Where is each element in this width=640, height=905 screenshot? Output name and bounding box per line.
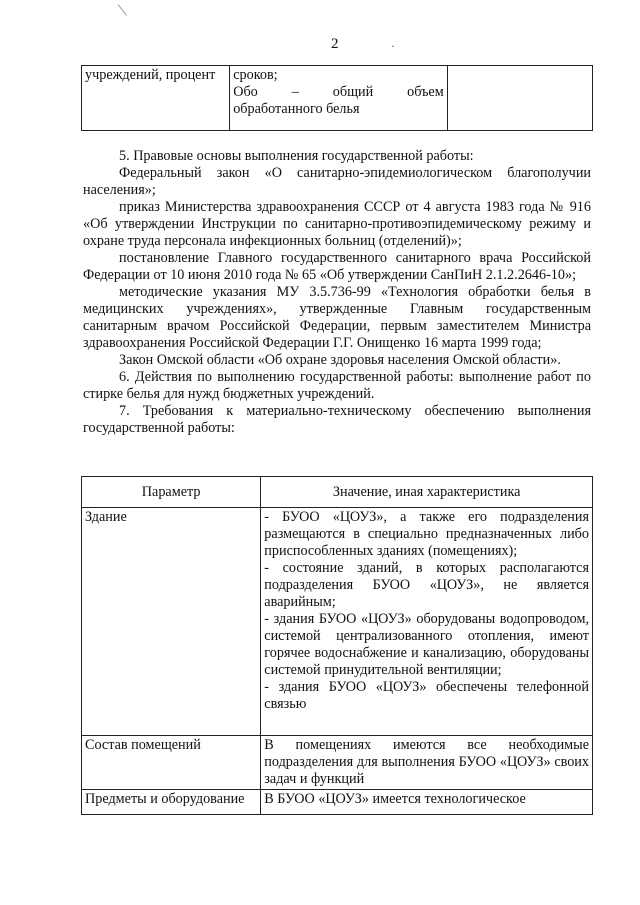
value-cell: В БУОО «ЦОУЗ» имеется технологическое [261, 790, 593, 815]
table-row [82, 736, 593, 790]
list-item: - здания БУОО «ЦОУЗ» оборудованы водопроводом, системой централизованного отопления, имеют горячее водоснабжение и канализацию, оборудованы системой принудительной вентиляции; [264, 611, 589, 678]
paragraph: 6. Действия по выполнению государственной работы: выполнение работ по стирке белья для нужд бюджетных учреждений. [83, 369, 591, 402]
column-header: Параметр [82, 477, 261, 508]
list-item: - БУОО «ЦОУЗ», а также его подразделения размещаются в специально предназначенных либо приспособленных зданиях (помещениях); [264, 509, 589, 559]
param-cell: Предметы и оборудование [82, 790, 261, 815]
paragraph: приказ Министерства здравоохранения СССР от 4 августа 1983 года № 916 «Об утверждении Инструкции по санитарно-противоэпидемическому режиму и охране труда персонала инфекционных больниц (отделений)»; [83, 199, 591, 249]
paragraph: постановление Главного государственного санитарного врача Российской Федерации от 10 июня 2010 года № 65 «Об утверждении СанПиН 2.1.2.2646-10»; [83, 250, 591, 283]
list-item: - состояние зданий, в которых располагаются подразделения БУОО «ЦОУЗ», не является аварийным; [264, 560, 589, 610]
table-cell [447, 66, 592, 131]
param-cell: Состав помещений [82, 736, 261, 790]
paragraph: 5. Правовые основы выполнения государственной работы: [119, 148, 474, 164]
list-item: - здания БУОО «ЦОУЗ» обеспечены телефонной связью [264, 679, 589, 712]
paragraph: 7. Требования к материально-техническому обеспечению выполнения государственной работы: [83, 403, 591, 436]
column-header: Значение, иная характеристика [261, 477, 593, 508]
document-body [83, 148, 591, 437]
requirements-table [81, 476, 593, 815]
table-row [82, 66, 593, 131]
value-cell [261, 508, 593, 736]
value-cell: В помещениях имеются все необходимые подразделения для выполнения БУОО «ЦОУЗ» своих задач и функций [261, 736, 593, 790]
page-number: 2 [331, 36, 339, 52]
paragraph: Федеральный закон «О санитарно-эпидемиологическом благополучии населения»; [83, 165, 591, 198]
scan-mark [118, 4, 127, 16]
paragraph: методические указания МУ 3.5.736-99 «Технология обработки белья в медицинских учреждениях», утвержденные Главным государственным санитарным врачом Российской Федерации, первым заместителем Министра здравоохранения Российской Федерации Г.Г. Онищенко 16 марта 1999 года; [83, 284, 591, 351]
table-row [82, 790, 593, 815]
cell-line: Обо – общий объем обработанного белья [233, 84, 444, 117]
param-cell: Здание [82, 508, 261, 736]
table-row [82, 508, 593, 736]
table-header-row [82, 477, 593, 508]
table-cell [230, 66, 448, 131]
paragraph: Закон Омской области «Об охране здоровья населения Омской области». [119, 352, 561, 368]
scan-dot: · [391, 39, 395, 53]
continued-table [81, 65, 593, 131]
cell-line: сроков; [233, 67, 278, 83]
table-cell: учреждений, процент [82, 66, 230, 131]
